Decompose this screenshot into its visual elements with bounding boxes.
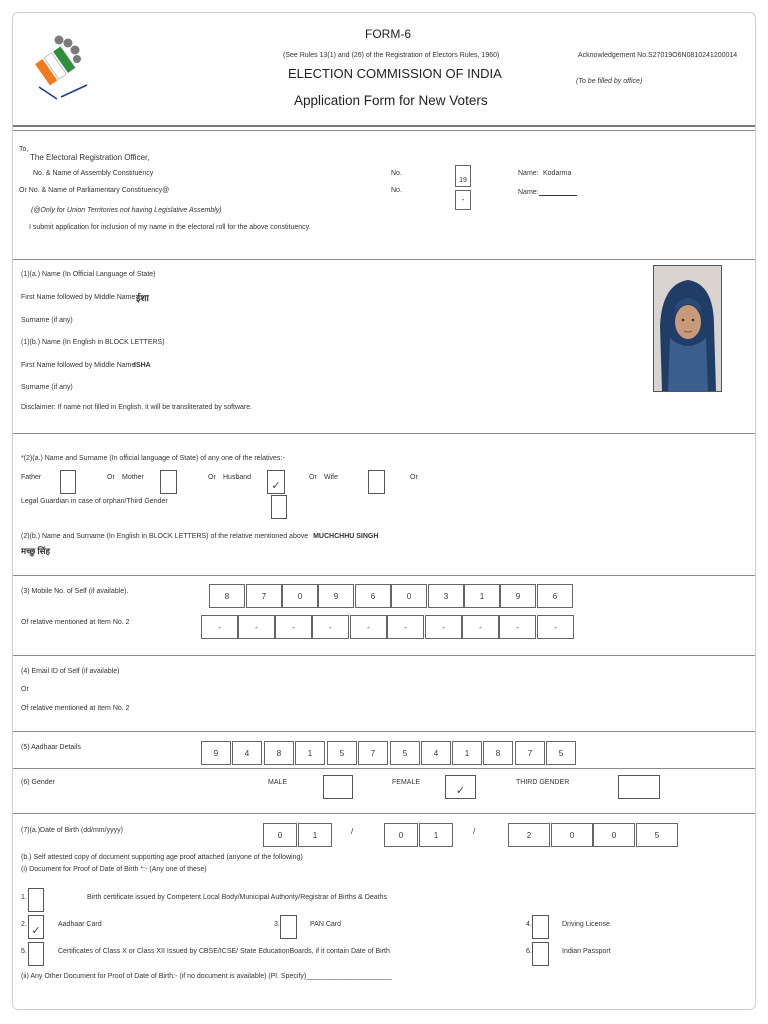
doc5-number: 5. — [21, 948, 27, 955]
dob-month-box[interactable]: 1 — [419, 823, 453, 847]
passport-label: Indian Passport — [562, 948, 611, 955]
email-self-label: (4) Email ID of Self (if available) — [21, 668, 120, 675]
or-label: Or — [107, 474, 115, 481]
divider — [13, 813, 755, 814]
ac-no-label: No. — [391, 170, 402, 177]
mobile-relative-digit-box[interactable]: - — [201, 615, 238, 639]
mobile-relative-digit-box[interactable]: - — [275, 615, 312, 639]
aadhaar-digit-box[interactable]: 4 — [232, 741, 262, 765]
name-disclaimer: Disclaimer: If name not filled in English, it will be transliterated by software. — [21, 404, 253, 411]
doc1-number: 1. — [21, 894, 27, 901]
aadhaar-digit-box[interactable]: 5 — [546, 741, 576, 765]
aadhaar-digit-box[interactable]: 7 — [358, 741, 388, 765]
driving-license-checkbox[interactable] — [532, 915, 549, 939]
mobile-digit-box[interactable]: 6 — [537, 584, 573, 608]
dob-day-box[interactable]: 0 — [263, 823, 297, 847]
father-checkbox[interactable] — [60, 470, 76, 494]
mobile-relative-digit-box[interactable]: - — [537, 615, 574, 639]
female-checkbox[interactable] — [445, 775, 476, 799]
mother-checkbox[interactable] — [160, 470, 177, 494]
dob-separator: / — [351, 827, 354, 836]
pc-name-blank[interactable] — [539, 187, 577, 196]
union-territory-note: (@Only for Union Territories not having Legislative Assembly) — [31, 207, 222, 214]
mobile-relative-digit-box[interactable]: - — [312, 615, 349, 639]
ac-name-label: Name: — [518, 170, 539, 177]
to-label: To, — [19, 146, 29, 153]
husband-checkmark-icon: ✓ — [271, 480, 281, 492]
mobile-relative-digit-box[interactable]: - — [238, 615, 275, 639]
form-number: FORM-6 — [365, 27, 411, 41]
aadhaar-digit-box[interactable]: 9 — [201, 741, 231, 765]
mobile-self-label: (3) Mobile No. of Self (if available). — [21, 588, 129, 595]
divider — [13, 130, 755, 131]
aadhaar-digit-box[interactable]: 8 — [264, 741, 294, 765]
age-proof-label: (b.) Self attested copy of document supporting age proof attached (anyone of the following) — [21, 854, 303, 861]
pc-number-field[interactable] — [455, 190, 471, 210]
pc-name-label: Name: — [518, 189, 539, 196]
doc3-number: 3. — [274, 921, 280, 928]
or-label: Or — [309, 474, 317, 481]
assembly-constituency-label: No. & Name of Assembly Constituency — [33, 170, 154, 177]
submit-statement: I submit application for inclusion of my name in the electoral roll for the above constituency. — [29, 224, 311, 231]
ac-number-value: 19 — [459, 177, 467, 184]
aadhaar-digit-box[interactable]: 5 — [327, 741, 357, 765]
first-name-english-value: ISHA — [134, 362, 151, 369]
birth-certificate-label: Birth certificate issued by Competent Local Body/Municipal Authority/Registrar of Births & Deaths — [87, 894, 387, 901]
wife-checkbox[interactable] — [368, 470, 385, 494]
aadhaar-checkmark-icon: ✓ — [31, 925, 41, 937]
acknowledgement-number: Acknowledgement No.S27019O6N0810241200014 — [578, 52, 738, 59]
aadhaar-card-label: Aadhaar Card — [58, 921, 102, 928]
first-name-local-label: First Name followed by Middle Name — [21, 294, 136, 301]
or-label: Or — [208, 474, 216, 481]
birth-certificate-checkbox[interactable] — [28, 888, 44, 912]
pc-no-label: No. — [391, 187, 402, 194]
pc-name-field — [518, 187, 577, 196]
aadhaar-card-checkbox[interactable] — [28, 915, 44, 939]
dob-separator: / — [473, 827, 476, 836]
doc4-number: 4. — [526, 921, 532, 928]
mobile-digit-box[interactable]: 1 — [464, 584, 500, 608]
name-official-language-label: (1)(a.) Name (In Official Language of State) — [21, 271, 156, 278]
relative-name-local-label: *(2)(a.) Name and Surname (In official language of State) of any one of the relatives:- — [21, 455, 285, 462]
pc-number-value: - — [461, 195, 465, 204]
email-relative-label: Of relative mentioned at Item No. 2 — [21, 705, 130, 712]
aadhaar-digit-box[interactable]: 5 — [390, 741, 420, 765]
surname-local-label: Surname (if any) — [21, 317, 73, 324]
mobile-digit-box[interactable]: 0 — [282, 584, 318, 608]
mobile-digit-box[interactable]: 0 — [391, 584, 427, 608]
aadhaar-digit-box[interactable]: 1 — [295, 741, 325, 765]
mobile-digit-box[interactable]: 3 — [428, 584, 464, 608]
driving-license-label: Driving License — [562, 921, 610, 928]
mobile-digit-box[interactable]: 7 — [246, 584, 282, 608]
name-english-label: (1)(b.) Name (In English in BLOCK LETTERS) — [21, 339, 165, 346]
aadhaar-label: (5) Aadhaar Details — [21, 744, 81, 751]
dob-proof-label: (i) Document for Proof of Date of Birth *:- (Any one of these) — [21, 866, 207, 873]
form-page — [12, 12, 756, 1010]
eci-logo-icon — [27, 31, 91, 103]
mobile-digit-box[interactable]: 6 — [355, 584, 391, 608]
mobile-relative-digit-box[interactable]: - — [499, 615, 536, 639]
email-or-label: Or — [21, 686, 29, 693]
dob-year-box[interactable]: 0 — [551, 823, 593, 847]
form-title: Application Form for New Voters — [294, 93, 488, 108]
divider — [13, 731, 755, 732]
aadhaar-digit-box[interactable]: 8 — [483, 741, 513, 765]
mobile-relative-digit-box[interactable]: - — [387, 615, 424, 639]
rules-reference: (See Rules 13(1) and (26) of the Registration of Electors Rules, 1960) — [283, 52, 500, 59]
pan-card-checkbox[interactable] — [280, 915, 297, 939]
dob-year-box[interactable]: 5 — [636, 823, 678, 847]
other-document-label: (ii) Any Other Document for Proof of Date of Birth:- (if no document is available) (Pl. Specify)______________________ — [21, 973, 392, 980]
dob-year-box[interactable]: 2 — [508, 823, 550, 847]
mobile-relative-digit-box[interactable]: - — [350, 615, 387, 639]
first-name-local-value: ईशा — [136, 293, 149, 303]
mobile-digit-box[interactable]: 9 — [500, 584, 536, 608]
male-checkbox[interactable] — [323, 775, 353, 799]
surname-english-label: Surname (if any) — [21, 384, 73, 391]
dob-day-box[interactable]: 1 — [298, 823, 332, 847]
commission-name: ELECTION COMMISSION OF INDIA — [288, 66, 502, 81]
doc6-number: 6. — [526, 948, 532, 955]
husband-label: Husband — [223, 474, 252, 481]
gender-label: (6) Gender — [21, 779, 55, 786]
male-label: MALE — [268, 779, 288, 786]
mobile-relative-digit-box[interactable]: - — [425, 615, 462, 639]
guardian-checkbox[interactable] — [271, 495, 287, 519]
applicant-photo — [653, 265, 722, 392]
wife-label: Wife — [324, 474, 338, 481]
dob-year-box[interactable]: 0 — [593, 823, 635, 847]
or-label: Or — [410, 474, 418, 481]
third-gender-label: THIRD GENDER — [516, 779, 570, 786]
guardian-label: Legal Guardian in case of orphan/Third Gender — [21, 498, 168, 505]
mobile-relative-digit-box[interactable]: - — [462, 615, 499, 639]
ac-name-value: Kodarma — [543, 170, 572, 177]
divider — [13, 575, 755, 576]
father-label: Father — [21, 474, 42, 481]
mobile-relative-label: Of relative mentioned at Item No. 2 — [21, 619, 130, 626]
aadhaar-digit-box[interactable]: 4 — [421, 741, 451, 765]
third-gender-checkbox[interactable] — [618, 775, 660, 799]
divider — [13, 655, 755, 656]
office-use-note: (To be filled by office) — [576, 78, 643, 85]
mobile-digit-box[interactable]: 9 — [318, 584, 354, 608]
female-label: FEMALE — [392, 779, 421, 786]
relative-name-local-value: मच्छु सिंह — [21, 546, 50, 556]
divider — [13, 259, 755, 260]
officer-label: The Electoral Registration Officer, — [30, 153, 150, 162]
first-name-english-label: First Name followed by Middle Name — [21, 362, 136, 369]
mother-label: Mother — [122, 474, 144, 481]
aadhaar-digit-box[interactable]: 1 — [452, 741, 482, 765]
relative-name-english-value: MUCHCHHU SINGH — [313, 533, 379, 540]
female-checkmark-icon: ✓ — [455, 785, 466, 797]
divider — [13, 125, 755, 127]
dob-month-box[interactable]: 0 — [384, 823, 418, 847]
class-certificate-label: Certificates of Class X or Class XII Issued by CBSE/ICSE/ State EducationBoards, if it contain Date of Birth — [58, 948, 390, 955]
parliamentary-constituency-label: Or No. & Name of Parliamentary Constituency@ — [19, 187, 170, 194]
divider — [13, 433, 755, 434]
relative-name-english-caption: (2)(b.) Name and Surname (In English in BLOCK LETTERS) of the relative mentioned above — [21, 533, 309, 540]
ac-number-field[interactable] — [455, 165, 471, 187]
class-certificate-checkbox[interactable] — [28, 942, 44, 966]
doc2-number: 2. — [21, 921, 27, 928]
passport-checkbox[interactable] — [532, 942, 549, 966]
relative-name-english-label — [21, 533, 378, 540]
dob-label: (7)(a.)Date of Birth (dd/mm/yyyy) — [21, 827, 123, 834]
husband-checkbox[interactable] — [267, 470, 285, 494]
aadhaar-digit-box[interactable]: 7 — [515, 741, 545, 765]
divider — [13, 768, 755, 769]
pan-card-label: PAN Card — [310, 921, 341, 928]
mobile-digit-box[interactable]: 8 — [209, 584, 245, 608]
